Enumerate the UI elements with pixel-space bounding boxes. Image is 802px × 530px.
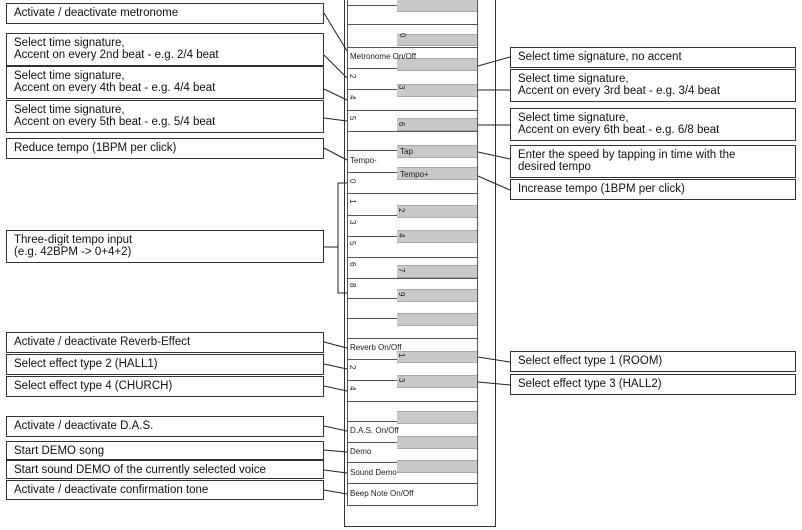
key-label-tap: Tap [400, 147, 413, 156]
connector-line [324, 55, 347, 78]
callout-text: Select effect type 2 (HALL1) [14, 358, 158, 370]
connector-line [478, 382, 510, 385]
connector-line [478, 152, 510, 159]
callout-text: Start sound DEMO of the currently selected voice [14, 464, 266, 476]
callout-tempo-plus [510, 179, 796, 200]
connector-bracket [338, 183, 347, 293]
key-label-5: 5 [348, 116, 357, 121]
callout-text: Select time signature, [14, 104, 125, 116]
callout-text: Enter the speed by tapping in time with the [518, 149, 736, 161]
callout-effect-hall2 [510, 374, 796, 395]
callout-text: Select effect type 1 (ROOM) [518, 355, 663, 367]
key-label-tempo-plus: Tempo+ [400, 170, 429, 179]
connector-line [324, 426, 347, 431]
callout-text: Activate / deactivate confirmation tone [14, 484, 209, 496]
callout-text: Increase tempo (1BPM per click) [518, 183, 685, 195]
callout-time-sig-3 [510, 69, 796, 102]
callout-text: Select effect type 4 (CHURCH) [14, 380, 173, 392]
connector-line [324, 490, 347, 494]
callout-time-sig-no-accent [510, 47, 796, 68]
callout-sound-demo [6, 460, 324, 479]
callout-text: Reduce tempo (1BPM per click) [14, 142, 177, 154]
connector-line [324, 364, 347, 369]
callout-text: (e.g. 42BPM -> 0+4+2) [14, 246, 132, 258]
key-label-reverb-1: 1 [397, 353, 406, 358]
callout-text: Accent on every 5th beat - e.g. 5/4 beat [14, 116, 216, 128]
callout-time-sig-2 [6, 33, 324, 66]
key-label-digit-1: 1 [348, 199, 357, 204]
key-label-3: 3 [397, 85, 406, 90]
callout-das-toggle [6, 416, 324, 437]
callout-reverb-toggle [6, 332, 324, 353]
connector-line [324, 450, 347, 452]
callout-text: Select time signature, [518, 112, 629, 124]
callout-beep-toggle [6, 480, 324, 500]
connector-line [324, 470, 347, 473]
key-label-2: 2 [348, 74, 357, 79]
callout-tempo-input [6, 230, 324, 263]
key-label-das: D.A.S. On/Off [350, 426, 399, 435]
callout-effect-church [6, 376, 324, 397]
connector-line [324, 118, 347, 121]
key-label-digit-4: 4 [397, 233, 406, 238]
key-label-digit-7: 7 [397, 268, 406, 273]
callout-text: Select time signature, [518, 73, 629, 85]
callout-effect-room [510, 351, 796, 372]
connector-line [324, 13, 347, 51]
callout-demo-song [6, 441, 324, 460]
callout-text: Accent on every 3rd beat - e.g. 3/4 beat [518, 85, 721, 97]
callout-text: Activate / deactivate Reverb-Effect [14, 336, 191, 348]
callout-text: Accent on every 4th beat - e.g. 4/4 beat [14, 82, 216, 94]
key-label-sound-demo: Sound Demo [350, 468, 397, 477]
key-label-digit-5: 5 [348, 241, 357, 246]
callout-metronome-toggle [6, 3, 324, 24]
connector-line [324, 386, 347, 391]
key-label-digit-3: 3 [348, 220, 357, 225]
key-label-reverb-2: 2 [348, 365, 357, 370]
callout-time-sig-6 [510, 108, 796, 141]
callout-text: Select time signature, [14, 70, 125, 82]
key-label-reverb: Reverb On/Off [350, 343, 402, 352]
connector-line [324, 148, 347, 160]
connector-line [324, 89, 347, 100]
callout-text: Activate / deactivate metronome [14, 7, 179, 19]
key-label-reverb-4: 4 [348, 386, 357, 391]
connector-line [324, 342, 347, 348]
callout-text: desired tempo [518, 161, 591, 173]
callout-time-sig-4 [6, 66, 324, 99]
callout-time-sig-5 [6, 100, 324, 133]
key-label-digit-6: 6 [348, 262, 357, 267]
connector-line [478, 176, 510, 190]
callout-tempo-minus [6, 138, 324, 159]
callout-text: Three-digit tempo input [14, 234, 133, 246]
key-label-6: 6 [397, 122, 406, 127]
callout-tap-tempo [510, 145, 796, 178]
callout-text: Accent on every 2nd beat - e.g. 2/4 beat [14, 49, 219, 61]
key-label-4: 4 [348, 95, 357, 100]
key-label-tempo-minus: Tempo- [350, 156, 377, 165]
key-label-digit-0: 0 [348, 179, 357, 184]
key-label-digit-2: 2 [397, 208, 406, 213]
key-label-0-top: 0 [398, 33, 407, 38]
callout-effect-hall1 [6, 354, 324, 375]
key-label-reverb-3: 3 [397, 378, 406, 383]
key-label-metronome: Metronome On/Off [350, 52, 417, 61]
key-label-demo: Demo [350, 447, 372, 456]
callout-text: Select time signature, no accent [518, 51, 682, 63]
key-label-digit-9: 9 [397, 292, 406, 297]
key-label-digit-8: 8 [348, 283, 357, 288]
callout-text: Select time signature, [14, 37, 125, 49]
connector-line [478, 57, 510, 66]
callout-text: Accent on every 6th beat - e.g. 6/8 beat [518, 124, 720, 136]
callout-text: Start DEMO song [14, 445, 105, 457]
connector-line [478, 357, 510, 362]
key-label-beep: Beep Note On/Off [350, 489, 414, 498]
callout-text: Activate / deactivate D.A.S. [14, 420, 154, 432]
callout-text: Select effect type 3 (HALL2) [518, 378, 662, 390]
